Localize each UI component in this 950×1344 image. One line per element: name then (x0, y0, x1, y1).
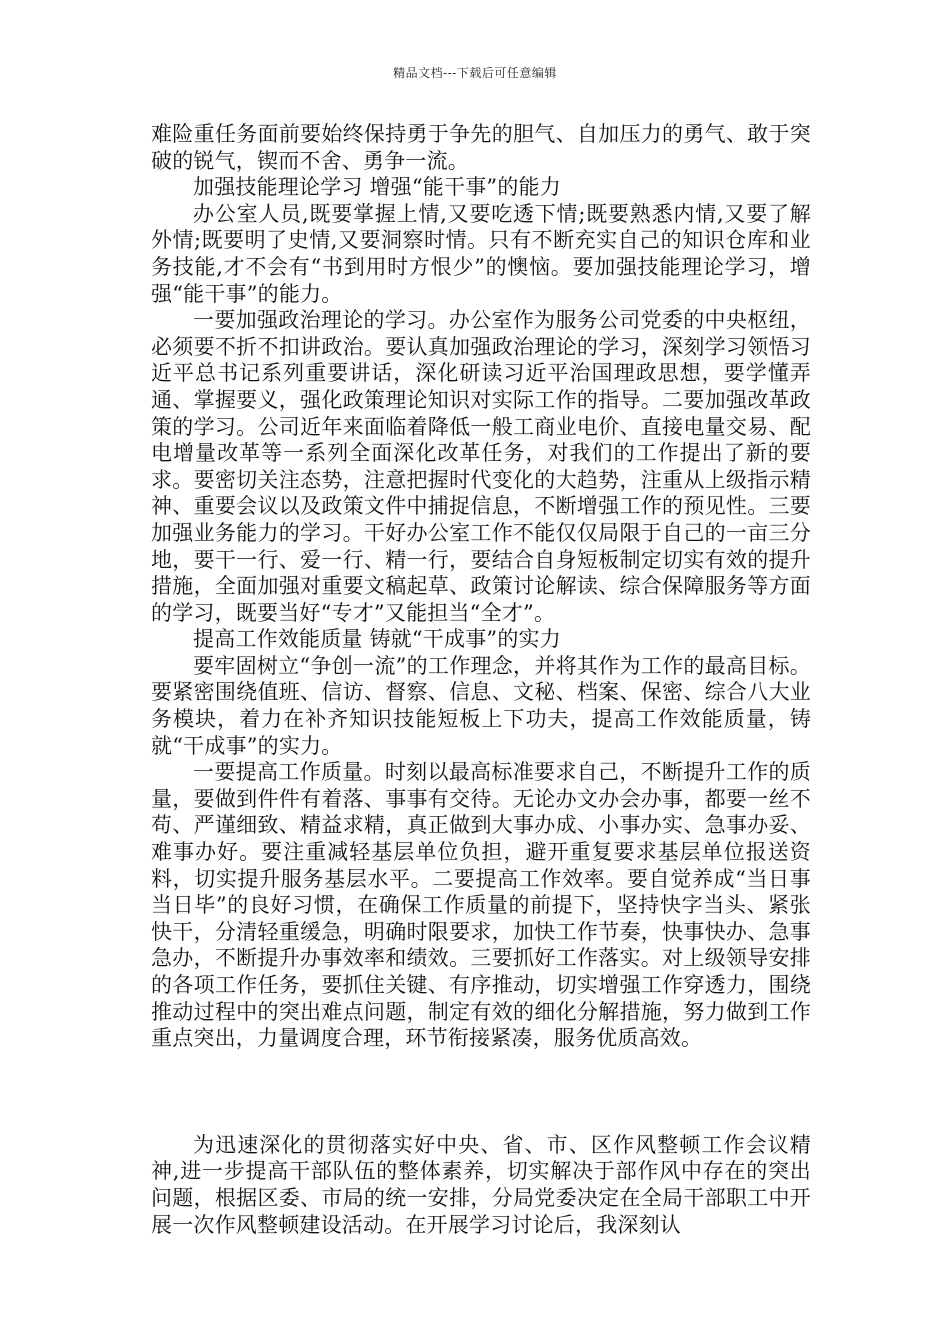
paragraph-office-staff: 办公室人员,既要掌握上情,又要吃透下情;既要熟悉内情,又要了解外情;既要明了史情,又要洞察时情。只有不断充实自己的知识仓库和业务技能,才不会有“书到用时方恨少”的懊恼。要加强技能理论学习，增强“能干事”的能力。 (151, 201, 811, 306)
paragraph-work-quality: 一要提高工作质量。时刻以最高标准要求自己，不断提升工作的质量，要做到件件有着落、事事有交待。无论办文办会办事，都要一丝不苟、严谨细致、精益求精，真正做到大事办成、小事办实、急事办妥、难事办好。要注重减轻基层单位负担，避开重复要求基层单位报送资料，切实提升服务基层水平。二要提高工作效率。要自觉养成“当日事当日毕”的良好习惯，在确保工作质量的前提下，坚持快字当头、紧张快干，分清轻重缓急，明确时限要求，加快工作节奏，快事快办、急事急办，不断提升办事效率和绩效。三要抓好工作落实。对上级领导安排的各项工作任务，要抓住关键、有序推动，切实增强工作穿透力，围绕推动过程中的突出难点问题，制定有效的细化分解措施，努力做到工作重点突出，力量调度合理，环节衔接紧凑，服务优质高效。 (151, 760, 811, 1051)
paragraph-continued-text: 难险重任务面前要始终保持勇于争先的胆气、自加压力的勇气、敢于突破的锐气，锲而不舍、勇争一流。 (151, 122, 811, 173)
page-header: 精品文档---下载后可任意编辑 (393, 66, 557, 80)
section-spacer (151, 1052, 811, 1132)
paragraph-political-theory: 一要加强政治理论的学习。办公室作为服务公司党委的中央枢纽，必须要不折不扣讲政治。要认真加强政治理论的学习，深刻学习领悟习近平总书记系列重要讲话，深化研读习近平治国理政思想，要学懂弄通、掌握要义，强化政策理论知识对实际工作的指导。二要加强改革政策的学习。公司近年来面临着降低一般工商业电价、直接电量交易、配电增量改革等一系列全面深化改革任务，对我们的工作提出了新的要求。要密切关注态势，注意把握时代变化的大趋势，注重从上级指示精神、重要会议以及政策文件中捕捉信息，不断增强工作的预见性。三要加强业务能力的学习。干好办公室工作不能仅仅局限于自己的一亩三分地，要干一行、爱一行、精一行，要结合自身短板制定切实有效的提升措施，全面加强对重要文稿起草、政策讨论解读、综合保障服务等方面的学习，既要当好“专才”又能担当“全才”。 (151, 308, 811, 625)
paragraph-strive-first-class: 要牢固树立“争创一流”的工作理念，并将其作为工作的最高目标。要紧密围绕值班、信访、督察、信息、文秘、档案、保密、综合八大业务模块，着力在补齐知识技能短板上下功夫，提高工作效能质量，铸就“干成事”的实力。 (151, 653, 811, 758)
paragraph-rectification-campaign: 为迅速深化的贯彻落实好中央、省、市、区作风整顿工作会议精神,进一步提高干部队伍的整体素养，切实解决于部作风中存在的突出问题，根据区委、市局的统一安排，分局党委决定在全局干部职工中开展一次作风整顿建设活动。在开展学习讨论后，我深刻认 (151, 1132, 811, 1237)
document-body (151, 121, 811, 1238)
section-heading-work-efficiency: 提高工作效能质量 铸就“干成事”的实力 (193, 627, 561, 652)
section-heading-skills-study: 加强技能理论学习 增强“能干事”的能力 (193, 175, 561, 200)
